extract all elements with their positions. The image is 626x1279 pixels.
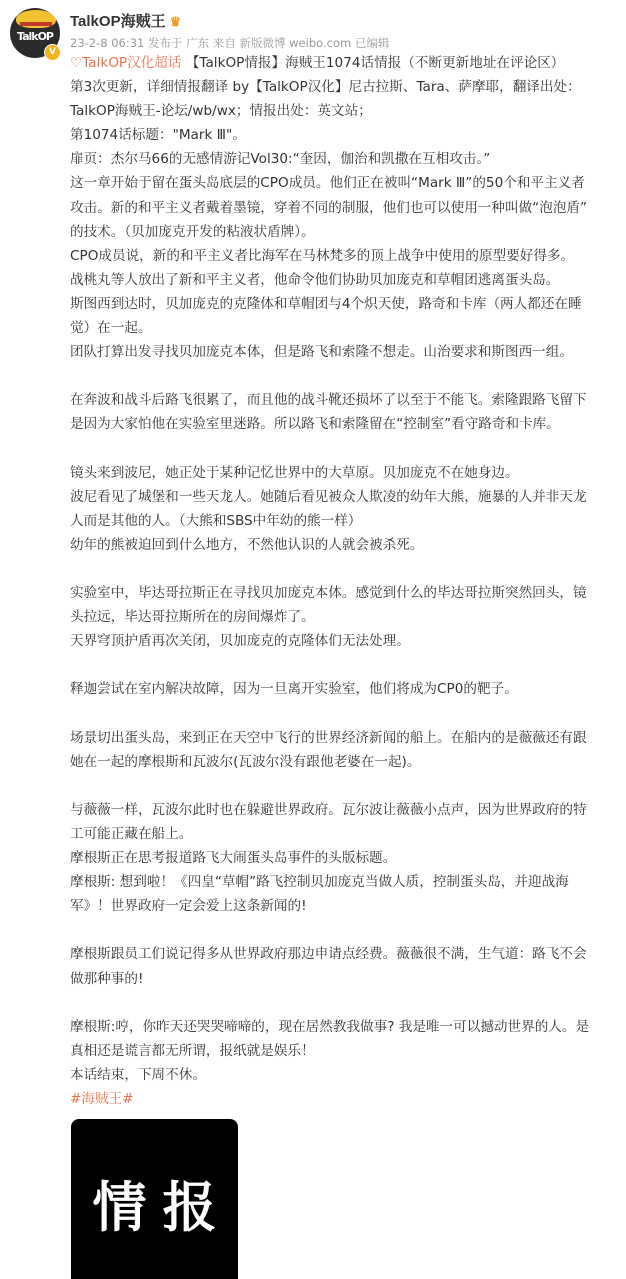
post-line: 做那种事的!: [70, 970, 144, 987]
blank-line: [70, 991, 622, 1015]
post-line: TalkOP海贼王-论坛/wb/wx；情报出处：英文站；: [70, 103, 372, 120]
post-line: 头拉远，毕达哥拉斯所在的房间爆炸了。: [70, 609, 315, 626]
post-line: 真相还是谎言都无所谓，报纸就是娱乐！: [70, 1042, 315, 1059]
post-line: 在奔波和战斗后路飞很累了，而且他的战斗靴还损坏了以至于不能飞。索隆跟路飞留下: [70, 392, 587, 409]
post-line: 天界穹顶护盾再次关闭，贝加庞克的克隆体们无法处理。: [70, 633, 410, 650]
edited-label[interactable]: 已编辑: [354, 36, 390, 50]
post-line: 实验室中，毕达哥拉斯正在寻找贝加庞克本体。感觉到什么的毕达哥拉斯突然回头，镜: [70, 585, 587, 602]
post-meta: [70, 35, 389, 51]
blank-line: [70, 702, 622, 726]
post-time[interactable]: 23-2-8 06:31: [70, 36, 145, 50]
post-line: 的技术。（贝加庞克开发的粘液状盾牌）。: [70, 223, 315, 240]
post-line: 她在一起的摩根斯和瓦波尔(瓦波尔没有跟他老婆在一起)。: [70, 753, 421, 770]
post-line: 与薇薇一样，瓦波尔此时也在躲避世界政府。瓦尔波让薇薇小点声，因为世界政府的特: [70, 801, 587, 818]
post-location: 发布于 广东: [148, 36, 210, 50]
post-image[interactable]: [71, 1119, 238, 1279]
post-line: 摩根斯跟员工们说记得多从世界政府那边申请点经费。薇薇很不满，生气道：路飞不会: [70, 946, 587, 963]
post-line: 是因为大家怕他在实验室里迷路。所以路飞和索隆留在“控制室”看守路奇和卡库。: [70, 416, 560, 433]
post-line: 团队打算出发寻找贝加庞克本体，但是路飞和索隆不想走。山治要求和斯图西一组。: [70, 344, 573, 361]
post-line: CPO成员说，新的和平主义者比海军在马林梵多的顶上战争中使用的原型要好得多。: [70, 247, 575, 264]
post-line: 扉页：杰尔马66的无感情游记Vol30:“奎因，伽治和凯撒在互相攻击。”: [70, 151, 491, 168]
post-line: 第1074话标题："Mark Ⅲ"。: [70, 127, 246, 144]
post-line: 镜头来到波尼，她正处于某种记忆世界中的大草原。贝加庞克不在她身边。: [70, 464, 519, 481]
post-line: 第3次更新，详细情报翻译 by【TalkOP汉化】尼古拉斯、Tara、萨摩耶，翻译出处：: [70, 79, 581, 96]
post-line: 攻击。新的和平主义者戴着墨镜，穿着不同的制服，他们也可以使用一种叫做“泡泡盾”: [70, 199, 588, 216]
crown-icon: ♛: [169, 14, 182, 29]
post-image-text: 情报: [92, 1176, 233, 1239]
avatar-logo: TalkOP: [16, 30, 53, 43]
post-line: 人而是其他的人。（大熊和SBS中年幼的熊一样）: [70, 512, 362, 529]
post-line: 战桃丸等人放出了新和平主义者，他命令他们协助贝加庞克和草帽团逃离蛋头岛。: [70, 271, 560, 288]
post-line: 释迦尝试在室内解决故障，因为一旦离开实验室，他们将成为CP0的靶子。: [70, 681, 518, 698]
post-line-first: [70, 51, 622, 75]
post-line: 摩根斯正在思考报道路飞大闹蛋头岛事件的头版标题。: [70, 850, 397, 867]
post-line: 摩根斯:哼，你昨天还哭哭啼啼的，现在居然教我做事? 我是唯一可以撼动世界的人。是: [70, 1018, 590, 1035]
verified-v-icon: V: [44, 44, 61, 61]
author-name-row: [70, 10, 181, 31]
post-line: 这一章开始于留在蛋头岛底层的CPO成员。他们正在被叫“Mark Ⅲ”的50个和平主义者: [70, 175, 585, 192]
blank-line: [70, 774, 622, 798]
post-line: 工可能正藏在船上。: [70, 826, 193, 842]
blank-line: [70, 557, 622, 581]
post-line: 幼年的熊被迫回到什么地方，不然他认识的人就会被杀死。: [70, 536, 424, 553]
post-line: 波尼看见了城堡和一些天龙人。她随后看见被众人欺凌的幼年大熊，施暴的人并非天龙: [70, 488, 587, 505]
blank-line: [70, 364, 622, 388]
post-line: 场景切出蛋头岛，来到正在天空中飞行的世界经济新闻的船上。在船内的是薇薇还有跟: [70, 729, 587, 746]
super-topic-link[interactable]: ♡TalkOP汉化超话: [70, 55, 182, 71]
post-body: [70, 51, 622, 1111]
post-line: 军》！世界政府一定会爱上这条新闻的!: [70, 898, 307, 915]
post-source: 来自 新版微博 weibo.com: [212, 36, 352, 50]
blank-line: [70, 653, 622, 677]
author-name[interactable]: TalkOP海贼王: [70, 13, 166, 30]
post-headline: 【TalkOP情报】海贼王1074话情报（不断更新地址在评论区）: [181, 55, 565, 71]
post-line: 觉）在一起。: [70, 320, 152, 337]
post-line: 本话结束，下周不休。: [70, 1066, 206, 1083]
post-line: 摩根斯: 想到啦！《四皇“草帽”路飞控制贝加庞克当做人质，控制蛋头岛，并迎战海: [70, 874, 569, 891]
blank-line: [70, 437, 622, 461]
post-line: 斯图西到达时，贝加庞克的克隆体和草帽团与4个炽天使，路奇和卡库（两人都还在睡: [70, 295, 582, 312]
hashtag-link[interactable]: #海贼王#: [70, 1091, 134, 1108]
hat-band: [20, 22, 52, 26]
blank-line: [70, 918, 622, 942]
